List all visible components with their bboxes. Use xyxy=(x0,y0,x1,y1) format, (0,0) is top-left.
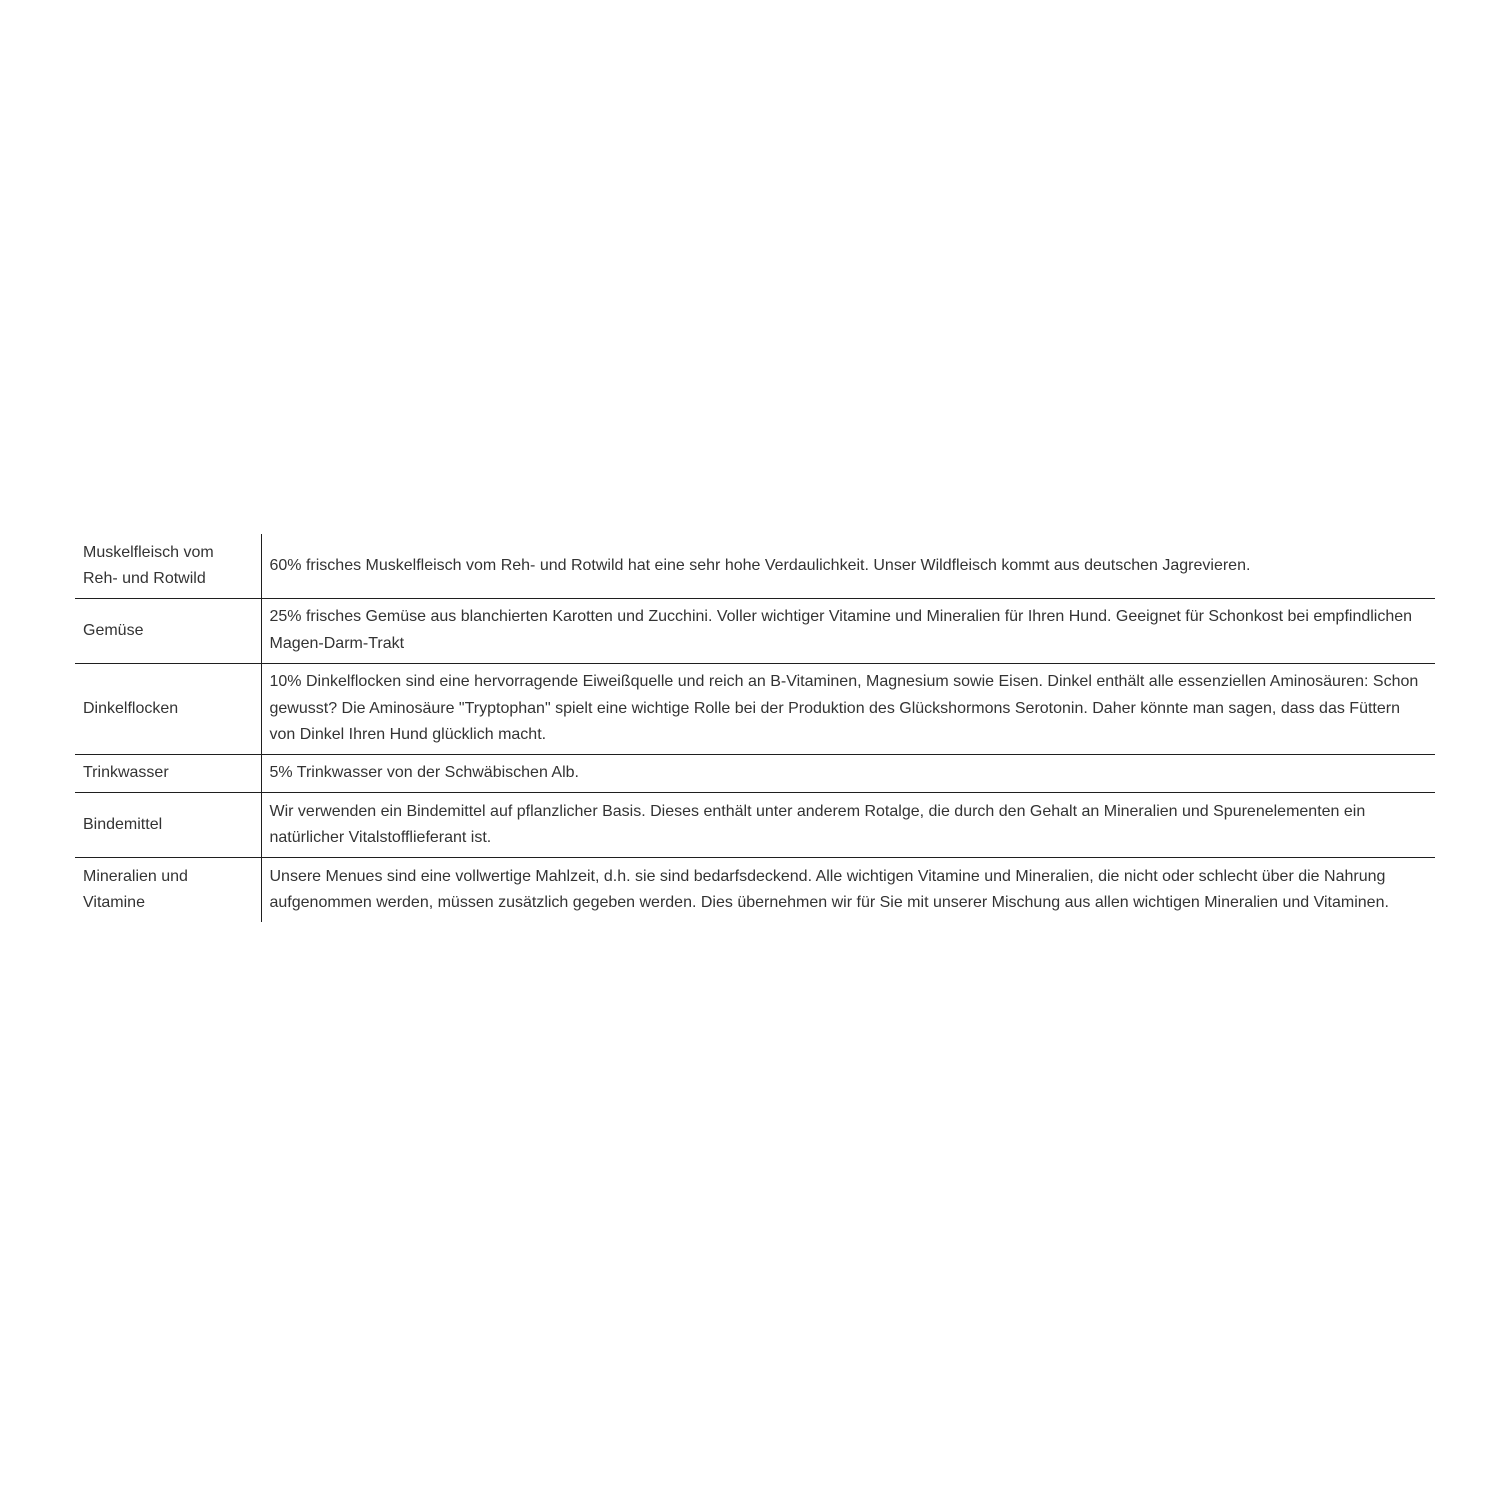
table-row xyxy=(75,663,1435,754)
ingredient-description: 10% Dinkelflocken sind eine hervorragende Eiweißquelle und reich an B-Vitaminen, Magnesium sowie Eisen. Dinkel enthält alle essenziellen Aminosäuren: Schon gewusst? Die Aminosäure "Tryptophan" spielt eine wichtige Rolle bei der Produktion des Glückshormons Serotonin. Daher könnte man sagen, dass das Füttern von Dinkel Ihren Hund glücklich macht. xyxy=(261,663,1435,754)
table-row xyxy=(75,793,1435,858)
ingredient-name: Gemüse xyxy=(75,598,261,663)
ingredient-name: Bindemittel xyxy=(75,793,261,858)
ingredient-description: 25% frisches Gemüse aus blanchierten Karotten und Zucchini. Voller wichtiger Vitamine und Mineralien für Ihren Hund. Geeignet für Schonkost bei empfindlichen Magen-Darm-Trakt xyxy=(261,598,1435,663)
table-row xyxy=(75,534,1435,598)
ingredient-name: Trinkwasser xyxy=(75,754,261,792)
ingredients-table xyxy=(75,534,1435,922)
ingredient-description: 5% Trinkwasser von der Schwäbischen Alb. xyxy=(261,754,1435,792)
ingredient-description: Unsere Menues sind eine vollwertige Mahlzeit, d.h. sie sind bedarfsdeckend. Alle wichtigen Vitamine und Mineralien, die nicht oder schlecht über die Nahrung aufgenommen werden, müssen zusätzlich gegeben werden. Dies übernehmen wir für Sie mit unserer Mischung aus allen wichtigen Mineralien und Vitaminen. xyxy=(261,858,1435,922)
ingredient-description: 60% frisches Muskelfleisch vom Reh- und Rotwild hat eine sehr hohe Verdaulichkeit. Unser Wildfleisch kommt aus deutschen Jagrevieren. xyxy=(269,556,1251,574)
ingredient-name: Muskelfleisch vom Reh- und Rotwild xyxy=(75,534,261,598)
ingredient-name: Dinkelflocken xyxy=(75,663,261,754)
table-row xyxy=(75,754,1435,792)
ingredient-description: Wir verwenden ein Bindemittel auf pflanzlicher Basis. Dieses enthält unter anderem Rotalge, die durch den Gehalt an Mineralien und Spurenelementen ein natürlicher Vitalstofflieferant ist. xyxy=(261,793,1435,858)
table-row xyxy=(75,858,1435,922)
ingredient-name: Mineralien und Vitamine xyxy=(75,858,261,922)
table-row xyxy=(75,598,1435,663)
